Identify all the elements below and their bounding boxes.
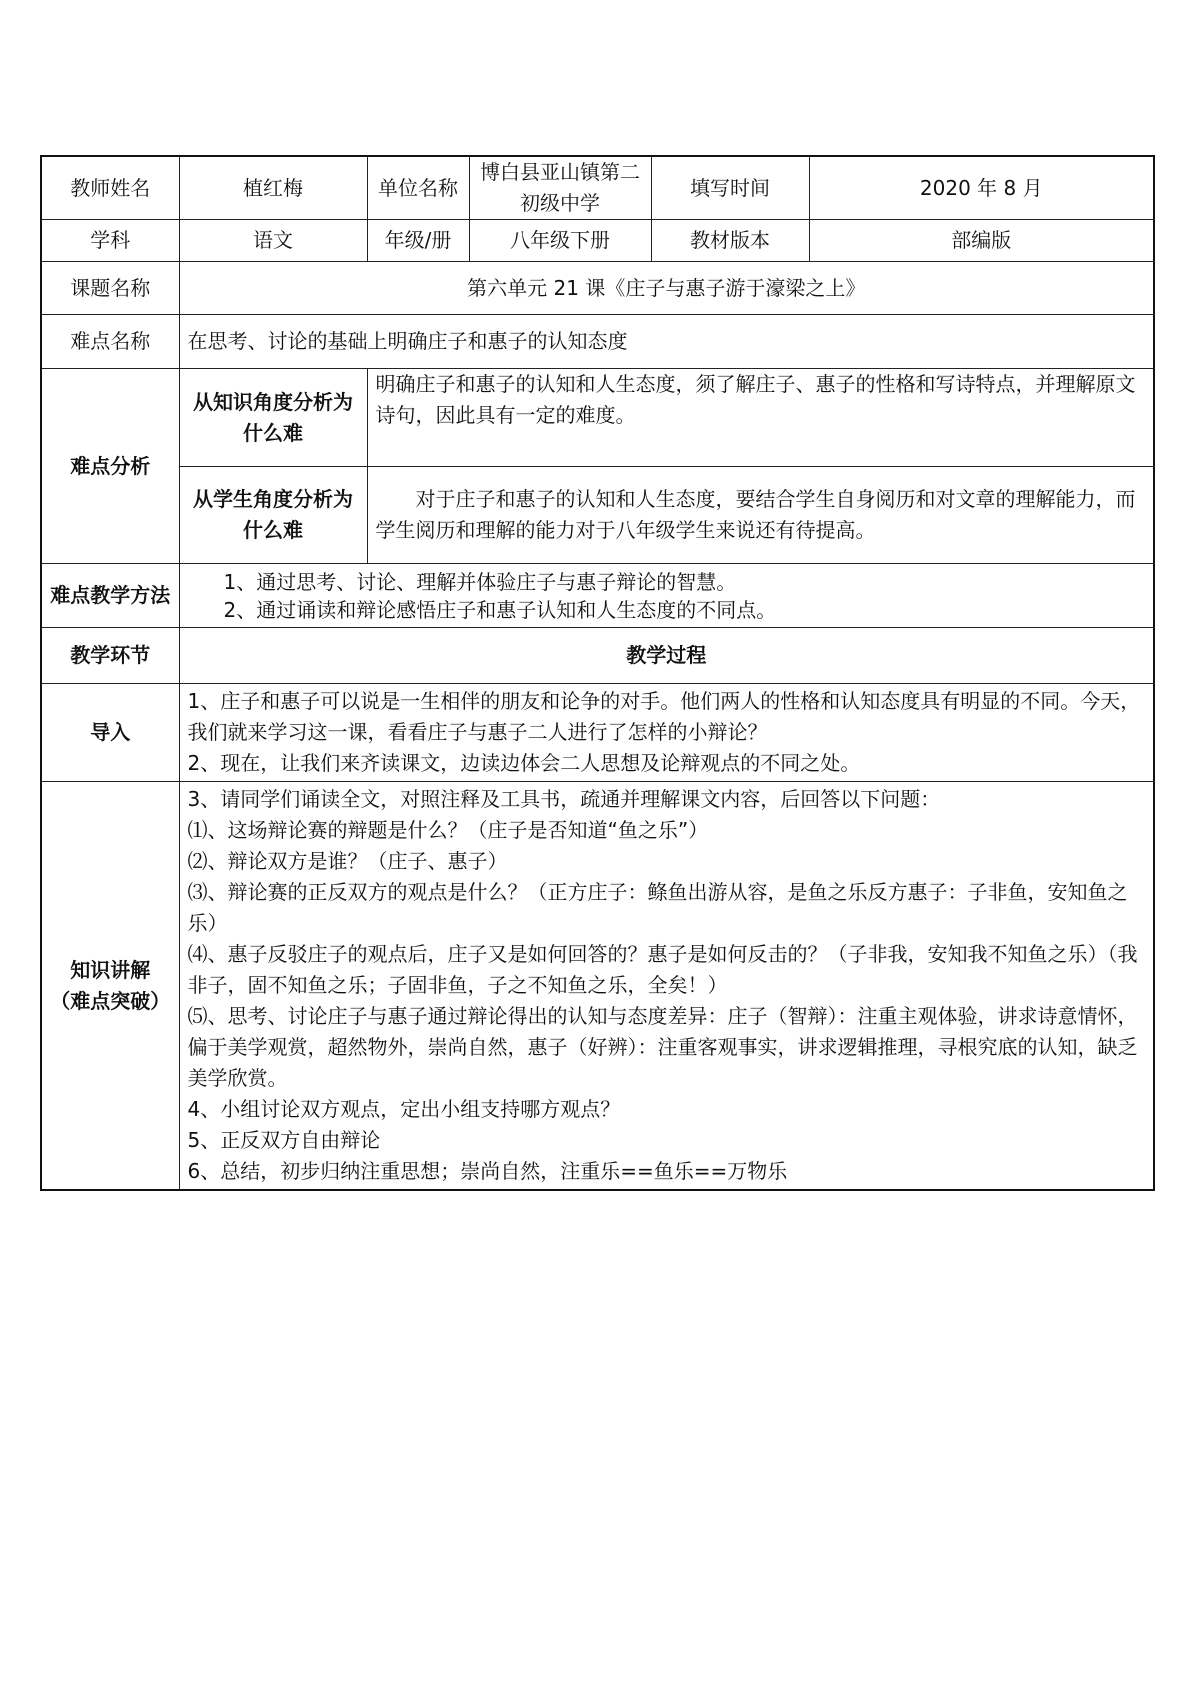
process-header: 教学过程 bbox=[179, 628, 1154, 684]
topic-value: 第六单元 21 课《庄子与惠子游于濠梁之上》 bbox=[179, 262, 1154, 315]
topic-label: 课题名称 bbox=[41, 262, 179, 315]
method-item: 1、通过思考、讨论、理解并体验庄子与惠子辩论的智慧。 bbox=[223, 569, 737, 594]
row-analysis-knowledge bbox=[41, 369, 1154, 467]
edition-label: 教材版本 bbox=[651, 220, 809, 262]
method-list bbox=[179, 564, 1154, 628]
knowledge-angle-label: 从知识角度分析为什么难 bbox=[179, 369, 367, 467]
stage-header: 教学环节 bbox=[41, 628, 179, 684]
lesson-plan-table bbox=[40, 155, 1155, 1191]
explain-item: ⑷、惠子反驳庄子的观点后，庄子又是如何回答的？惠子是如何反击的？（子非我，安知我不知鱼之乐）（我非子，固不知鱼之乐；子固非鱼，子之不知鱼之乐，全矣！） bbox=[187, 942, 1138, 997]
explain-label-cell bbox=[41, 782, 179, 1191]
explain-item: 6、总结，初步归纳注重思想；崇尚自然，注重乐==鱼乐==万物乐 bbox=[187, 1159, 788, 1183]
teacher-name-value: 植红梅 bbox=[179, 156, 367, 220]
row-process-header bbox=[41, 628, 1154, 684]
explain-item: 5、正反双方自由辩论 bbox=[187, 1128, 381, 1152]
grade-value: 八年级下册 bbox=[469, 220, 651, 262]
analysis-label: 难点分析 bbox=[41, 369, 179, 564]
student-angle-text: 对于庄子和惠子的认知和人生态度，要结合学生自身阅历和对文章的理解能力，而学生阅历和理解的能力对于八年级学生来说还有待提高。 bbox=[367, 467, 1154, 564]
row-teacher-info bbox=[41, 156, 1154, 220]
explain-item: ⑶、辩论赛的正反双方的观点是什么？（正方庄子：鲦鱼出游从容，是鱼之乐反方惠子：子非鱼，安知鱼之乐） bbox=[187, 880, 1128, 935]
row-explain bbox=[41, 782, 1154, 1191]
intro-content bbox=[179, 684, 1154, 782]
student-angle-label: 从学生角度分析为什么难 bbox=[179, 467, 367, 564]
knowledge-angle-text: 明确庄子和惠子的认知和人生态度，须了解庄子、惠子的性格和写诗特点，并理解原文诗句，因此具有一定的难度。 bbox=[367, 369, 1154, 467]
row-method bbox=[41, 564, 1154, 628]
difficulty-label: 难点名称 bbox=[41, 315, 179, 369]
row-topic bbox=[41, 262, 1154, 315]
row-analysis-student bbox=[41, 467, 1154, 564]
intro-label: 导入 bbox=[41, 684, 179, 782]
grade-label: 年级/册 bbox=[367, 220, 469, 262]
explain-item: 3、请同学们诵读全文，对照注释及工具书，疏通并理解课文内容，后回答以下问题： bbox=[187, 787, 941, 811]
explain-label: 知识讲解 bbox=[70, 957, 151, 982]
explain-content bbox=[179, 782, 1154, 1191]
difficulty-value: 在思考、讨论的基础上明确庄子和惠子的认知态度 bbox=[179, 315, 1154, 369]
row-intro bbox=[41, 684, 1154, 782]
explain-item: 4、小组讨论双方观点，定出小组支持哪方观点？ bbox=[187, 1097, 621, 1121]
explain-item: ⑵、辩论双方是谁？（庄子、惠子） bbox=[187, 849, 508, 873]
subject-value: 语文 bbox=[179, 220, 367, 262]
explain-sublabel: （难点突破） bbox=[50, 988, 171, 1013]
fill-time-label: 填写时间 bbox=[651, 156, 809, 220]
method-label: 难点教学方法 bbox=[41, 564, 179, 628]
method-item: 2、通过诵读和辩论感悟庄子和惠子认知和人生态度的不同点。 bbox=[223, 597, 777, 622]
intro-item: 1、庄子和惠子可以说是一生相伴的朋友和论争的对手。他们两人的性格和认知态度具有明显的不同。今天，我们就来学习这一课，看看庄子与惠子二人进行了怎样的小辩论？ bbox=[187, 689, 1141, 744]
edition-value: 部编版 bbox=[809, 220, 1154, 262]
teacher-name-label: 教师姓名 bbox=[41, 156, 179, 220]
intro-item: 2、现在，让我们来齐读课文，边读边体会二人思想及论辩观点的不同之处。 bbox=[187, 751, 861, 775]
row-subject-info bbox=[41, 220, 1154, 262]
unit-name-label: 单位名称 bbox=[367, 156, 469, 220]
fill-time-value: 2020 年 8 月 bbox=[809, 156, 1154, 220]
unit-name-value: 博白县亚山镇第二初级中学 bbox=[469, 156, 651, 220]
explain-item: ⑸、思考、讨论庄子与惠子通过辩论得出的认知与态度差异：庄子（智辩）：注重主观体验，讲求诗意情怀，偏于美学观赏，超然物外，崇尚自然，惠子（好辨）：注重客观事实，讲求逻辑推理，寻根究底的认知，缺乏美学欣赏。 bbox=[187, 1004, 1138, 1090]
explain-item: ⑴、这场辩论赛的辩题是什么？（庄子是否知道“鱼之乐”） bbox=[187, 818, 709, 842]
subject-label: 学科 bbox=[41, 220, 179, 262]
row-difficulty bbox=[41, 315, 1154, 369]
